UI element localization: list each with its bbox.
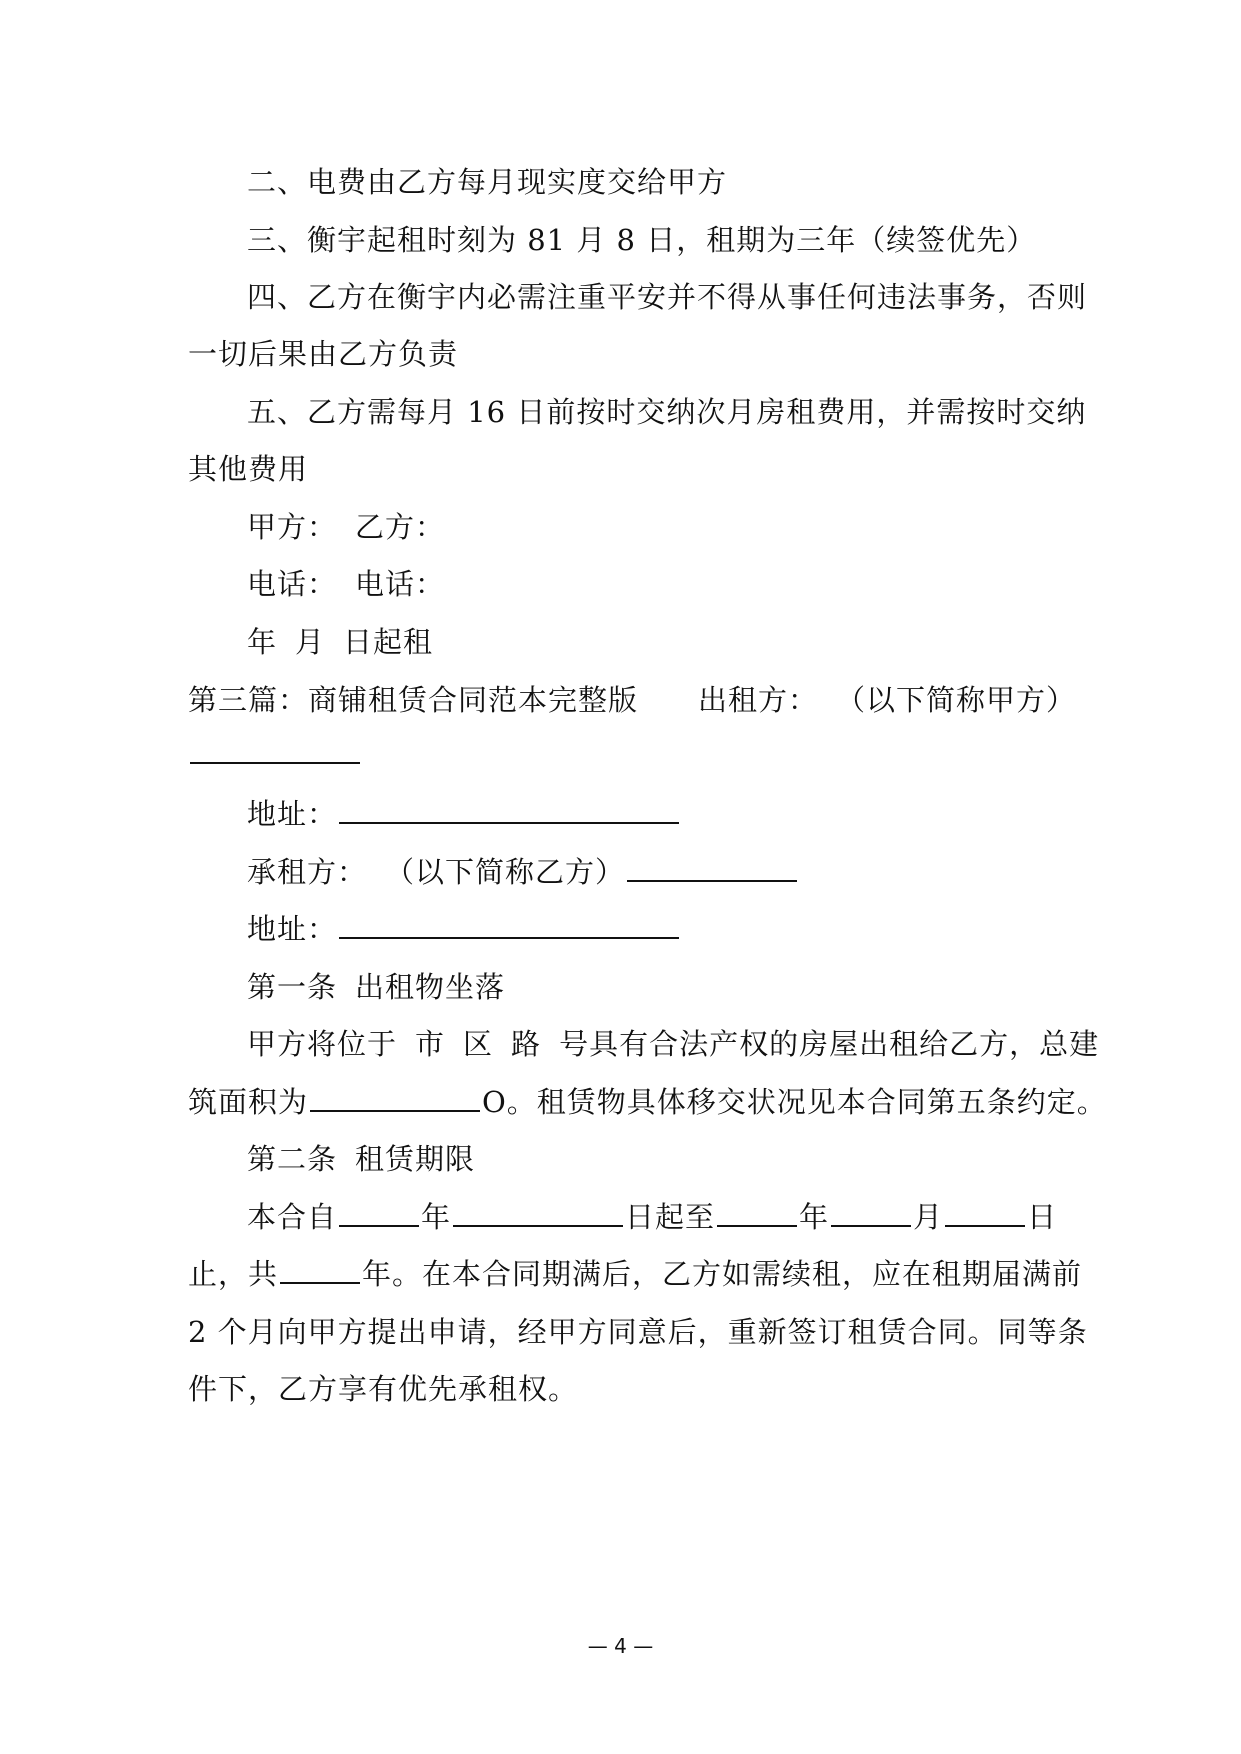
end-year-blank — [717, 1197, 797, 1227]
clause-text: O。租赁物具体移交状况见本合同第五条约定。 — [482, 1085, 1107, 1119]
day-label: 日 — [1027, 1200, 1058, 1234]
clause-text: 号具有合法产权的房屋出租给乙方，总建 — [559, 1027, 1100, 1061]
clause-rent-payment — [247, 392, 1086, 432]
lessor-label: 出租方： — [698, 683, 819, 717]
clause-text: 2 个月向甲方提出申请，经甲方同意后，重新签订租赁合同。同等条 — [188, 1315, 1088, 1349]
article-one-text — [247, 1024, 1099, 1064]
article-two-text-cont — [188, 1312, 1088, 1352]
lessee-address — [247, 909, 681, 949]
article-one-text-cont — [188, 1082, 1107, 1122]
article-two-text — [247, 1197, 1057, 1237]
address-label: 地址： — [247, 912, 338, 946]
section-title: 第三篇：商铺租赁合同范本完整版 — [188, 683, 639, 717]
lessee-label: 承租方： — [247, 855, 368, 889]
address-blank — [339, 909, 679, 939]
clause-text: 其他费用 — [188, 452, 309, 486]
article-number: 第二条 — [247, 1142, 338, 1176]
end-month-blank — [831, 1197, 911, 1227]
start-year-blank — [339, 1197, 419, 1227]
article-number: 第一条 — [247, 970, 338, 1004]
signature-parties — [247, 507, 445, 547]
year-label: 年 — [799, 1200, 830, 1234]
clause-text: 年。在本合同期满后，乙方如需续租，应在租期届满前 — [362, 1257, 1083, 1291]
clause-text: 筑面积为 — [188, 1085, 309, 1119]
clause-rent-payment-cont — [188, 449, 308, 489]
month-label: 月 — [913, 1200, 944, 1234]
lessee-alias: （以下简称乙方） — [385, 855, 626, 889]
lessor-name-blank — [190, 734, 360, 764]
lease-start-date — [247, 622, 433, 662]
clause-text: 件下，乙方享有优先承租权。 — [188, 1372, 579, 1406]
year-label: 年 — [421, 1200, 452, 1234]
area-blank — [310, 1082, 480, 1112]
clause-text: 二、电费由乙方每月现实度交给甲方 — [247, 165, 728, 199]
lessee-line — [247, 852, 799, 892]
city-label: 市 — [415, 1027, 446, 1061]
address-blank — [339, 794, 679, 824]
clause-text: 四、乙方在衡宇内必需注重平安并不得从事任何违法事务，否则 — [247, 280, 1088, 314]
clause-text: 日起至 — [625, 1200, 716, 1234]
address-label: 地址： — [247, 797, 338, 831]
term-years-blank — [280, 1254, 360, 1284]
lessor-blank-line — [188, 734, 362, 774]
clause-text: 一切后果由乙方负责 — [188, 337, 459, 371]
signature-phones — [247, 564, 445, 604]
lessee-name-blank — [627, 852, 797, 882]
month-label: 月 — [295, 625, 326, 659]
clause-safety — [247, 277, 1087, 317]
article-one-heading — [247, 967, 505, 1007]
day-label: 日起租 — [343, 625, 434, 659]
party-b-phone-label: 电话： — [355, 567, 446, 601]
district-label: 区 — [463, 1027, 494, 1061]
clause-text: 三、衡宇起租时刻为 81 月 8 日，租期为三年（续签优先） — [247, 223, 1037, 257]
lessor-address — [247, 794, 681, 834]
road-label: 路 — [511, 1027, 542, 1061]
party-a-label: 甲方： — [247, 510, 338, 544]
end-day-blank — [945, 1197, 1025, 1227]
section-heading — [188, 680, 1076, 720]
year-label: 年 — [247, 625, 278, 659]
article-two-text-cont — [188, 1254, 1082, 1294]
party-a-phone-label: 电话： — [247, 567, 338, 601]
clause-electricity — [247, 162, 727, 202]
party-b-label: 乙方： — [355, 510, 446, 544]
page-number: — 4 — — [587, 1634, 654, 1658]
clause-text: 甲方将位于 — [247, 1027, 398, 1061]
article-title: 出租物坐落 — [355, 970, 506, 1004]
article-two-text-cont — [188, 1369, 578, 1409]
clause-text: 五、乙方需每月 16 日前按时交纳次月房租费用，并需按时交纳 — [247, 395, 1087, 429]
clause-text: 本合自 — [247, 1200, 338, 1234]
start-day-blank — [453, 1197, 623, 1227]
clause-lease-start — [247, 220, 1036, 260]
clause-text: 止，共 — [188, 1257, 279, 1291]
clause-safety-cont — [188, 334, 458, 374]
lessor-alias: （以下简称甲方） — [836, 683, 1077, 717]
article-title: 租赁期限 — [355, 1142, 476, 1176]
article-two-heading — [247, 1139, 475, 1179]
